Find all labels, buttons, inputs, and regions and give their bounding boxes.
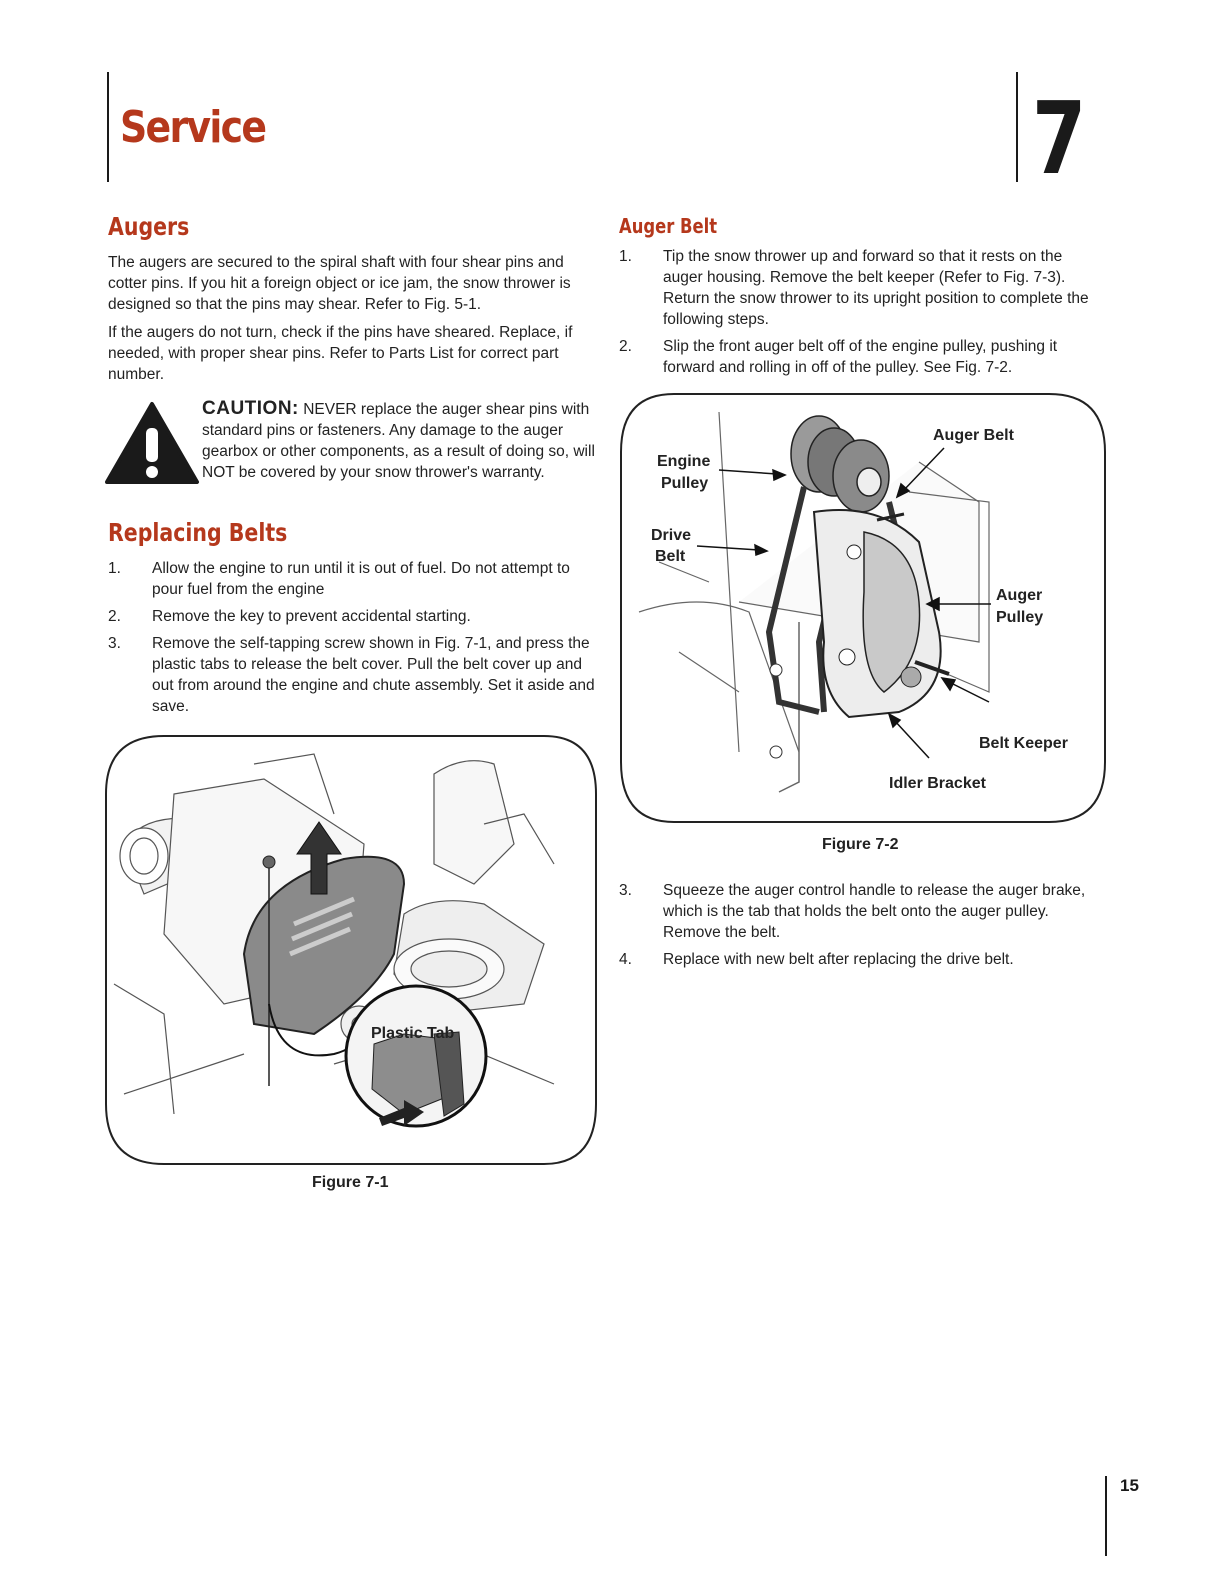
list-item: 3. Squeeze the auger control handle to release the auger brake, which is the tab that holds the belt onto the auger pulley. Remove the belt. xyxy=(619,882,1086,941)
auger-belt-heading: Auger Belt xyxy=(619,214,718,238)
header-right-rule xyxy=(1016,72,1018,182)
list-item: 1. Tip the snow thrower up and forward so that it rests on the auger housing. Remove the belt keeper (Refer to Fig. 7-3). Return the snow thrower to its upright position to complete the following steps. xyxy=(619,248,1089,328)
augers-paragraph-1: The augers are secured to the spiral shaft with four shear pins and cotter pins. If you hit a foreign object or ice jam, the snow thrower is designed so that the pins may shear. Refer to Fig. 5-1. xyxy=(108,254,571,313)
belt-keeper-callout: Belt Keeper xyxy=(979,735,1068,752)
list-item: 3. Remove the self-tapping screw shown in Fig. 7-1, and press the plastic tabs to release the belt cover. Pull the belt cover up and out from around the engine and chute assembly. Set it aside and save. xyxy=(108,635,595,715)
figure-7-2-caption: Figure 7-2 xyxy=(822,836,899,853)
caution-warning-icon xyxy=(104,400,200,486)
drive-callout: Drive xyxy=(651,527,692,544)
page-number: 15 xyxy=(1120,1476,1139,1495)
figure-7-2-illustration xyxy=(619,392,1107,824)
footer-rule xyxy=(1105,1476,1107,1556)
caution-text: NEVER replace the auger shear pins with standard pins or fasteners. Any damage to the auger gearbox or other components, as a result of doing so, will NOT be covered by your snow thrower's warranty. xyxy=(202,401,595,481)
auger-belt-steps-1-2 xyxy=(619,246,1105,384)
engine-pulley-callout: Pulley xyxy=(661,475,709,492)
caution-label: CAUTION: xyxy=(202,398,299,419)
engine-callout: Engine xyxy=(657,453,711,470)
figure-7-1-illustration xyxy=(104,734,598,1166)
list-item: 4. Replace with new belt after replacing the drive belt. xyxy=(619,951,1014,968)
augers-heading: Augers xyxy=(108,212,190,241)
drive-belt-callout: Belt xyxy=(655,548,686,565)
auger-belt-callout: Auger Belt xyxy=(933,427,1014,444)
figure-7-1-caption: Figure 7-1 xyxy=(312,1174,389,1191)
auger-callout: Auger xyxy=(996,587,1043,604)
auger-belt-steps-3-4 xyxy=(619,880,1105,976)
auger-pulley-callout: Pulley xyxy=(996,609,1044,626)
list-item: 1. Allow the engine to run until it is out of fuel. Do not attempt to pour fuel from the engine xyxy=(108,560,570,598)
caution-note xyxy=(202,398,598,483)
header-left-rule xyxy=(107,72,109,182)
replacing-belts-heading: Replacing Belts xyxy=(108,518,288,547)
list-item: 2. Slip the front auger belt off of the engine pulley, pushing it forward and rolling in off of the pulley. See Fig. 7-2. xyxy=(619,338,1058,376)
plastic-tab-callout: Plastic Tab xyxy=(371,1025,455,1042)
chapter-title: Service xyxy=(120,102,266,153)
idler-bracket-callout: Idler Bracket xyxy=(889,775,986,792)
chapter-number: 7 xyxy=(1032,80,1087,197)
list-item: 2. Remove the key to prevent accidental starting. xyxy=(108,608,471,625)
augers-paragraph-2: If the augers do not turn, check if the pins have sheared. Replace, if needed, with proper shear pins. Refer to Parts List for correct part number. xyxy=(108,324,573,383)
replacing-belts-steps xyxy=(108,558,596,723)
